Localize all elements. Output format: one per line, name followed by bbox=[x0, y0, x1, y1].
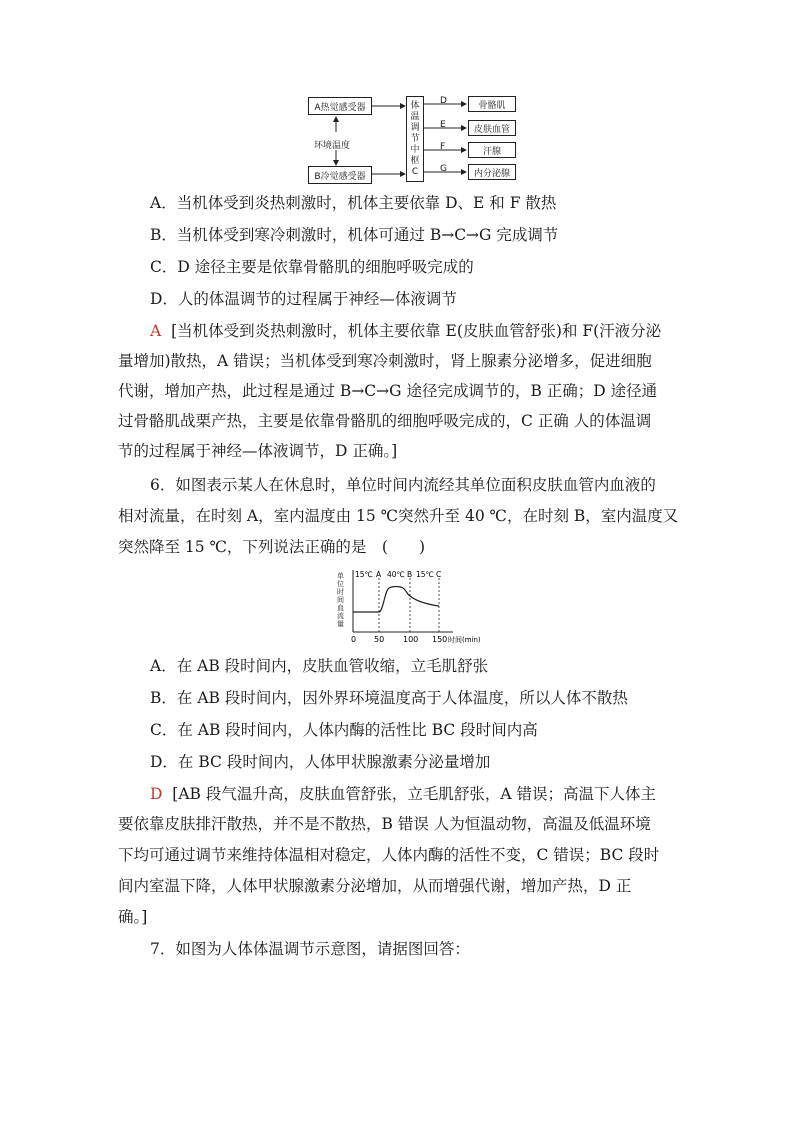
heat-receptor-box: A热觉感受器 bbox=[308, 97, 372, 115]
q5-explanation-line-2: 量增加)散热，A 错误；当机体受到寒冷刺激时，肾上腺素分泌增多，促进细胞 bbox=[118, 352, 652, 370]
q6-explanation-text: [AB 段气温升高，皮肤血管舒张，立毛肌舒张，A 错误；高温下人体主 bbox=[172, 785, 656, 803]
environment-temperature-label: 环境温度 bbox=[314, 141, 351, 151]
q6-answer-line-1 bbox=[150, 783, 656, 805]
q5-option-d: D．人的体温调节的过程属于神经—体液调节 bbox=[150, 290, 457, 308]
q6-option-a: A．在 AB 段时间内，皮肤血管收缩，立毛肌舒张 bbox=[150, 657, 489, 675]
q5-explanation-line-3: 代谢，增加产热，此过程是通过 B→C→G 途径完成调节的，B 正确；D 途径通 bbox=[118, 382, 658, 400]
q6-option-d: D．在 BC 段时间内，人体甲状腺激素分泌量增加 bbox=[150, 753, 491, 771]
endocrine-gland-box: 内分泌腺 bbox=[468, 164, 516, 180]
path-letter-d: D bbox=[440, 96, 447, 106]
q6-explanation-line-5: 确。] bbox=[118, 908, 148, 926]
center-char: 枢 bbox=[410, 155, 420, 166]
path-letter-g: G bbox=[440, 164, 447, 174]
path-letter-f: F bbox=[440, 142, 446, 152]
skin-vessel-box: 皮肤血管 bbox=[468, 120, 516, 136]
top-label-15c-1: 15℃ bbox=[355, 570, 373, 579]
x-tick-150: 150 bbox=[432, 635, 448, 644]
x-axis-label: 时间(min) bbox=[448, 636, 481, 644]
center-char: 节 bbox=[410, 133, 420, 144]
y-axis-label: 单位时间血流量 bbox=[337, 572, 344, 628]
path-letter-e: E bbox=[440, 120, 446, 130]
top-label-a: A bbox=[376, 570, 382, 579]
center-char: 调 bbox=[410, 122, 420, 133]
q5-option-b: B．当机体受到寒冷刺激时，机体可通过 B→C→G 完成调节 bbox=[150, 226, 559, 244]
top-label-b: B bbox=[407, 570, 413, 579]
q6-explanation-line-2: 要依靠皮肤排汗散热，并不是不散热，B 错误 人为恒温动物，高温及低温环境 bbox=[118, 815, 651, 833]
thermoregulation-center-box bbox=[406, 96, 424, 182]
q5-answer-line-1 bbox=[150, 320, 661, 342]
q5-option-c: C．D 途径主要是依靠骨骼肌的细胞呼吸完成的 bbox=[150, 258, 474, 276]
top-label-40c: 40℃ bbox=[387, 570, 405, 579]
center-char: C bbox=[411, 166, 419, 177]
q6-stem-line-2: 相对流量，在时刻 A，室内温度由 15 ℃突然升至 40 ℃，在时刻 B，室内温度又 bbox=[118, 507, 679, 525]
q5-explanation-line-4: 过骨骼肌战栗产热，主要是依靠骨骼肌的细胞呼吸完成的，C 正确 人的体温调 bbox=[118, 412, 652, 430]
q5-answer-letter: A bbox=[150, 322, 162, 340]
center-char: 中 bbox=[410, 144, 420, 155]
top-label-c: C bbox=[436, 570, 442, 579]
q6-answer-letter: D bbox=[150, 785, 163, 803]
q5-explanation-text: [当机体受到炎热刺激时，机体主要依靠 E(皮肤血管舒张)和 F(汗液分泌 bbox=[171, 322, 662, 340]
x-tick-100: 100 bbox=[403, 635, 419, 644]
q5-option-a: A．当机体受到炎热刺激时，机体主要依靠 D、E 和 F 散热 bbox=[150, 194, 557, 212]
q6-stem-line-1: 6．如图表示某人在休息时，单位时间内流经其单位面积皮肤血管内血液的 bbox=[150, 476, 656, 494]
sweat-gland-box: 汗腺 bbox=[468, 142, 516, 158]
q7-stem: 7．如图为人体体温调节示意图，请据图回答： bbox=[150, 940, 470, 958]
x-tick-50: 50 bbox=[374, 635, 385, 644]
q6-explanation-line-3: 下均可通过调节来维持体温相对稳定，人体内酶的活性不变，C 错误；BC 段时 bbox=[118, 846, 660, 864]
q6-option-b: B．在 AB 段时间内，因外界环境温度高于人体温度，所以人体不散热 bbox=[150, 689, 628, 707]
cold-receptor-box: B冷觉感受器 bbox=[308, 166, 372, 184]
q5-explanation-line-5: 节的过程属于神经—体液调节，D 正确。] bbox=[118, 442, 398, 460]
top-label-15c-2: 15℃ bbox=[416, 570, 434, 579]
q6-stem-line-3: 突然降至 15 ℃，下列说法正确的是 ( ) bbox=[118, 538, 426, 556]
skeletal-muscle-box: 骨骼肌 bbox=[468, 96, 516, 112]
q6-option-c: C．在 AB 段时间内，人体内酶的活性比 BC 段时间内高 bbox=[150, 721, 538, 739]
center-char: 温 bbox=[410, 111, 420, 122]
blood-flow-plot bbox=[335, 566, 495, 648]
x-tick-0: 0 bbox=[351, 635, 357, 644]
q6-explanation-line-4: 间内室温下降，人体甲状腺激素分泌增加，从而增强代谢，增加产热，D 正 bbox=[118, 877, 632, 895]
center-char: 体 bbox=[410, 100, 420, 111]
